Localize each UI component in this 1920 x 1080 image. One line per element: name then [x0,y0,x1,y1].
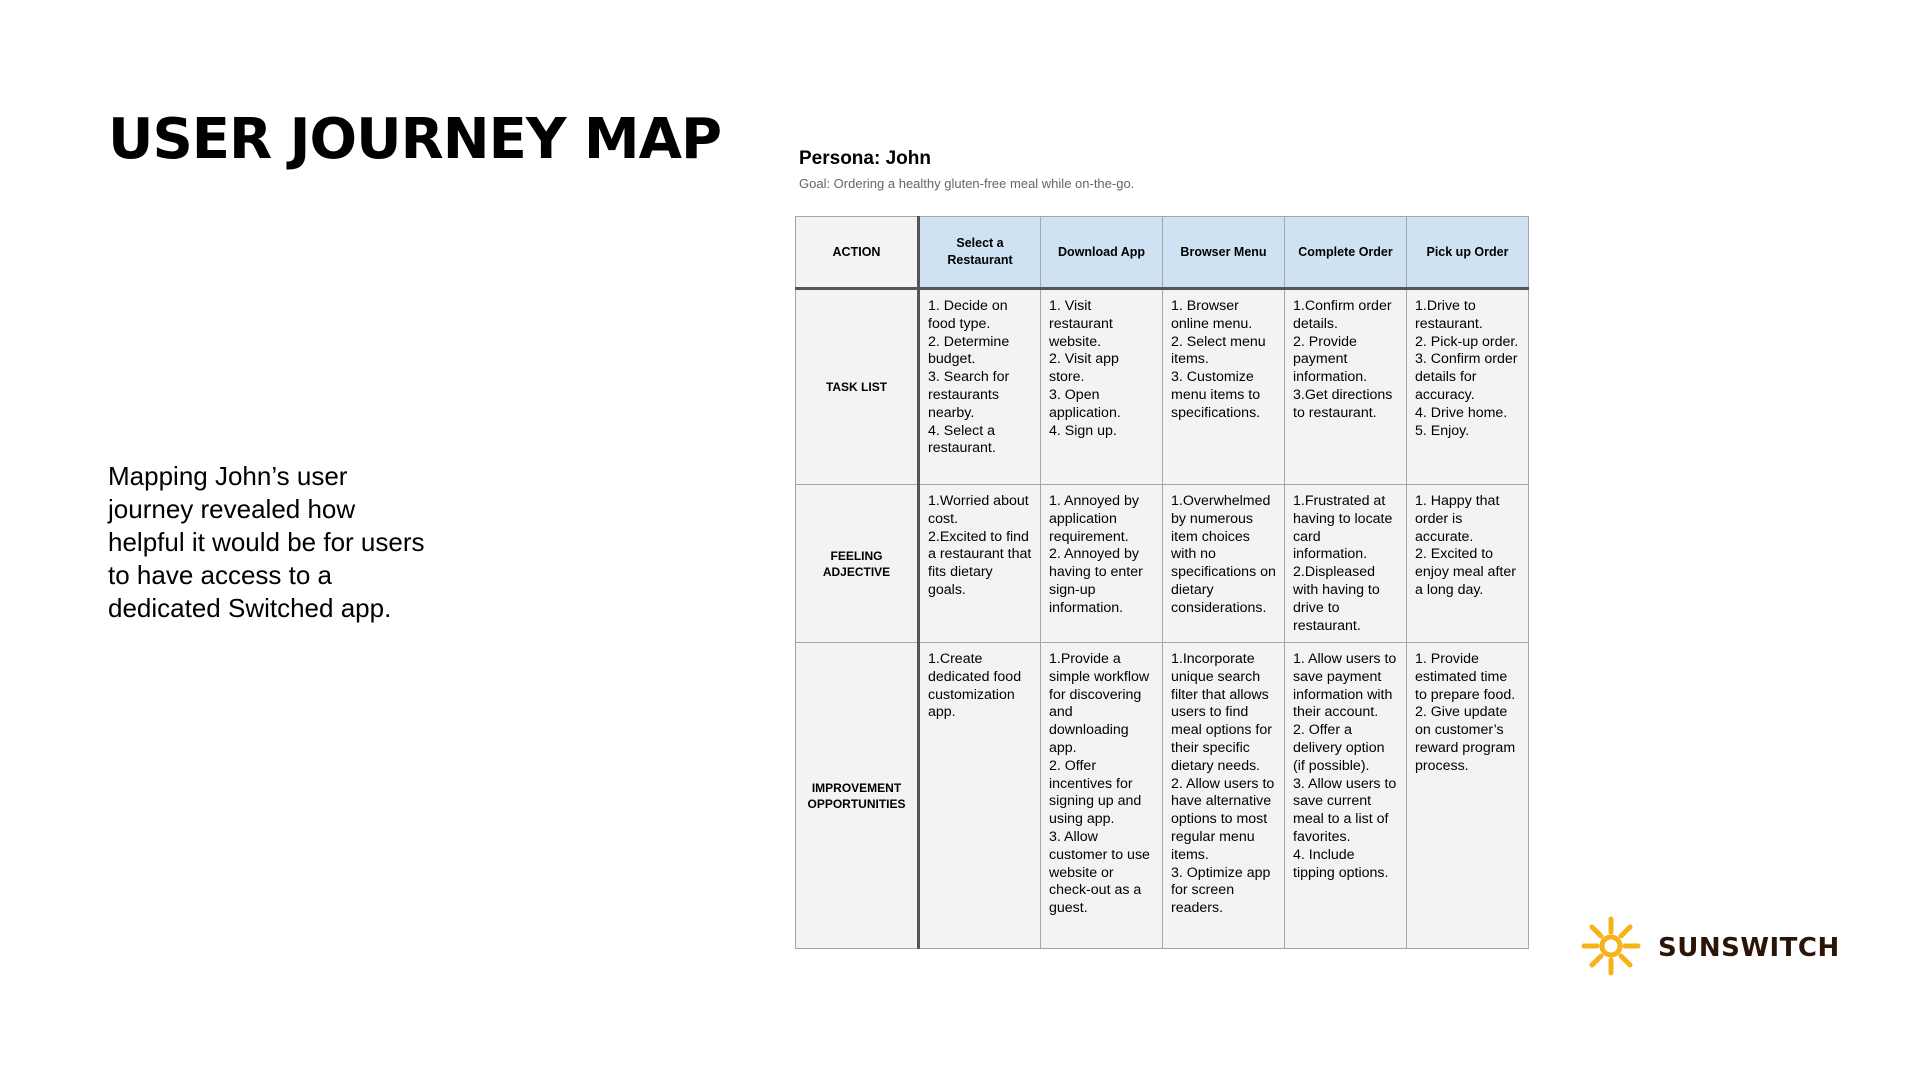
sun-icon [1580,915,1642,982]
table-cell [1163,485,1285,643]
stage-header: Pick up Order [1407,217,1529,289]
cell-item: 2. Give update on customer’s reward program process. [1415,704,1516,774]
cell-item: 1. Decide on food type. [928,298,1008,332]
cell-item: 2. Visit app store. [1049,351,1119,386]
table-cell [1041,289,1163,485]
table-cell [919,289,1041,485]
table-cell [1285,643,1407,949]
table-cell [1163,289,1285,485]
table-row [796,643,1529,949]
cell-item: 4. Include tipping options. [1293,846,1389,881]
cell-item: 1. Browser online menu. [1171,298,1253,332]
cell-item: 1. Visit restaurant website. [1049,298,1113,350]
stage-header: Select a Restaurant [919,217,1041,289]
cell-item: 4. Select a restaurant. [928,422,996,457]
cell-item: 1.Provide a simple workflow for discovering and downloading app. [1049,651,1150,756]
cell-item: 2.Displeased with having to drive to restaurant. [1293,564,1380,634]
cell-item: 3. Customize menu items to specifications. [1171,369,1261,421]
cell-item: 1. Happy that order is accurate. [1415,493,1500,545]
cell-item: 1. Allow users to save payment information with their account. [1293,651,1397,721]
journey-map-table [795,216,1529,949]
cell-item: 3.Get directions to restaurant. [1293,386,1393,421]
cell-item: 1.Overwhelmed by numerous item choices with no specifications on dietary considerations. [1171,493,1276,616]
cell-item: 2.Excited to find a restaurant that fits dietary goals. [928,528,1032,598]
cell-item: 1.Frustrated at having to locate card information. [1293,493,1393,563]
table-cell [1041,643,1163,949]
stage-header: Download App [1041,217,1163,289]
cell-item: 2. Select menu items. [1171,333,1266,368]
cell-item: 2. Allow users to have alternative options to most regular menu items. [1171,775,1275,863]
cell-item: 2. Annoyed by having to enter sign-up information. [1049,546,1143,616]
persona-name: Persona: John [799,148,931,169]
table-header-row [796,217,1529,289]
cell-item: 3. Optimize app for screen readers. [1171,864,1271,917]
cell-item: 1.Worried about cost. [928,493,1029,527]
table-cell [1285,485,1407,643]
cell-item: 2. Provide payment information. [1293,333,1368,386]
table-cell [1407,485,1529,643]
row-label: TASK LIST [796,289,919,485]
cell-item: 4. Drive home. [1415,404,1508,421]
cell-item: 1. Provide estimated time to prepare food. [1415,651,1516,703]
cell-item: 1.Incorporate unique search filter that allows users to find meal options for their specific dietary needs. [1171,651,1272,774]
stage-header: Browser Menu [1163,217,1285,289]
row-label-action: ACTION [796,217,919,289]
cell-item: 3. Confirm order details for accuracy. [1415,351,1518,403]
table-cell [1285,289,1407,485]
table-cell [1407,289,1529,485]
row-label: IMPROVEMENT OPPORTUNITIES [796,643,919,949]
sunswitch-logo [1580,916,1840,980]
table-cell [919,643,1041,949]
persona-goal: Goal: Ordering a healthy gluten-free meal while on-the-go. [799,176,1135,191]
cell-item: 1.Confirm order details. [1293,298,1392,332]
cell-item: 2. Determine budget. [928,333,1010,368]
row-label: FEELING ADJECTIVE [796,485,919,643]
cell-item: 2. Offer a delivery option (if possible). [1293,722,1385,774]
table-cell [1407,643,1529,949]
table-row [796,289,1529,485]
cell-item: 2. Pick-up order. [1415,333,1519,350]
cell-item: 1.Create dedicated food customization app. [928,651,1022,721]
slide-summary: Mapping John’s user journey revealed how helpful it would be for users to have access to a dedicated Switched app. [108,461,425,623]
stage-header: Complete Order [1285,217,1407,289]
cell-item: 1.Drive to restaurant. [1415,298,1483,332]
cell-item: 3. Open application. [1049,386,1121,421]
cell-item: 1. Annoyed by application requirement. [1049,493,1139,545]
table-cell [919,485,1041,643]
logo-text: SUNSWITCH [1658,933,1840,963]
table-cell [1163,643,1285,949]
cell-item: 5. Enjoy. [1415,422,1470,439]
cell-item: 3. Allow users to save current meal to a list of favorites. [1293,775,1397,845]
cell-item: 3. Allow customer to use website or check-out as a guest. [1049,828,1150,917]
table-row [796,485,1529,643]
cell-item: 4. Sign up. [1049,422,1117,439]
cell-item: 2. Offer incentives for signing up and using app. [1049,757,1142,828]
slide-title: USER JOURNEY MAP [108,107,721,172]
cell-item: 3. Search for restaurants nearby. [928,369,1010,421]
cell-item: 2. Excited to enjoy meal after a long day. [1415,546,1516,598]
table-cell [1041,485,1163,643]
